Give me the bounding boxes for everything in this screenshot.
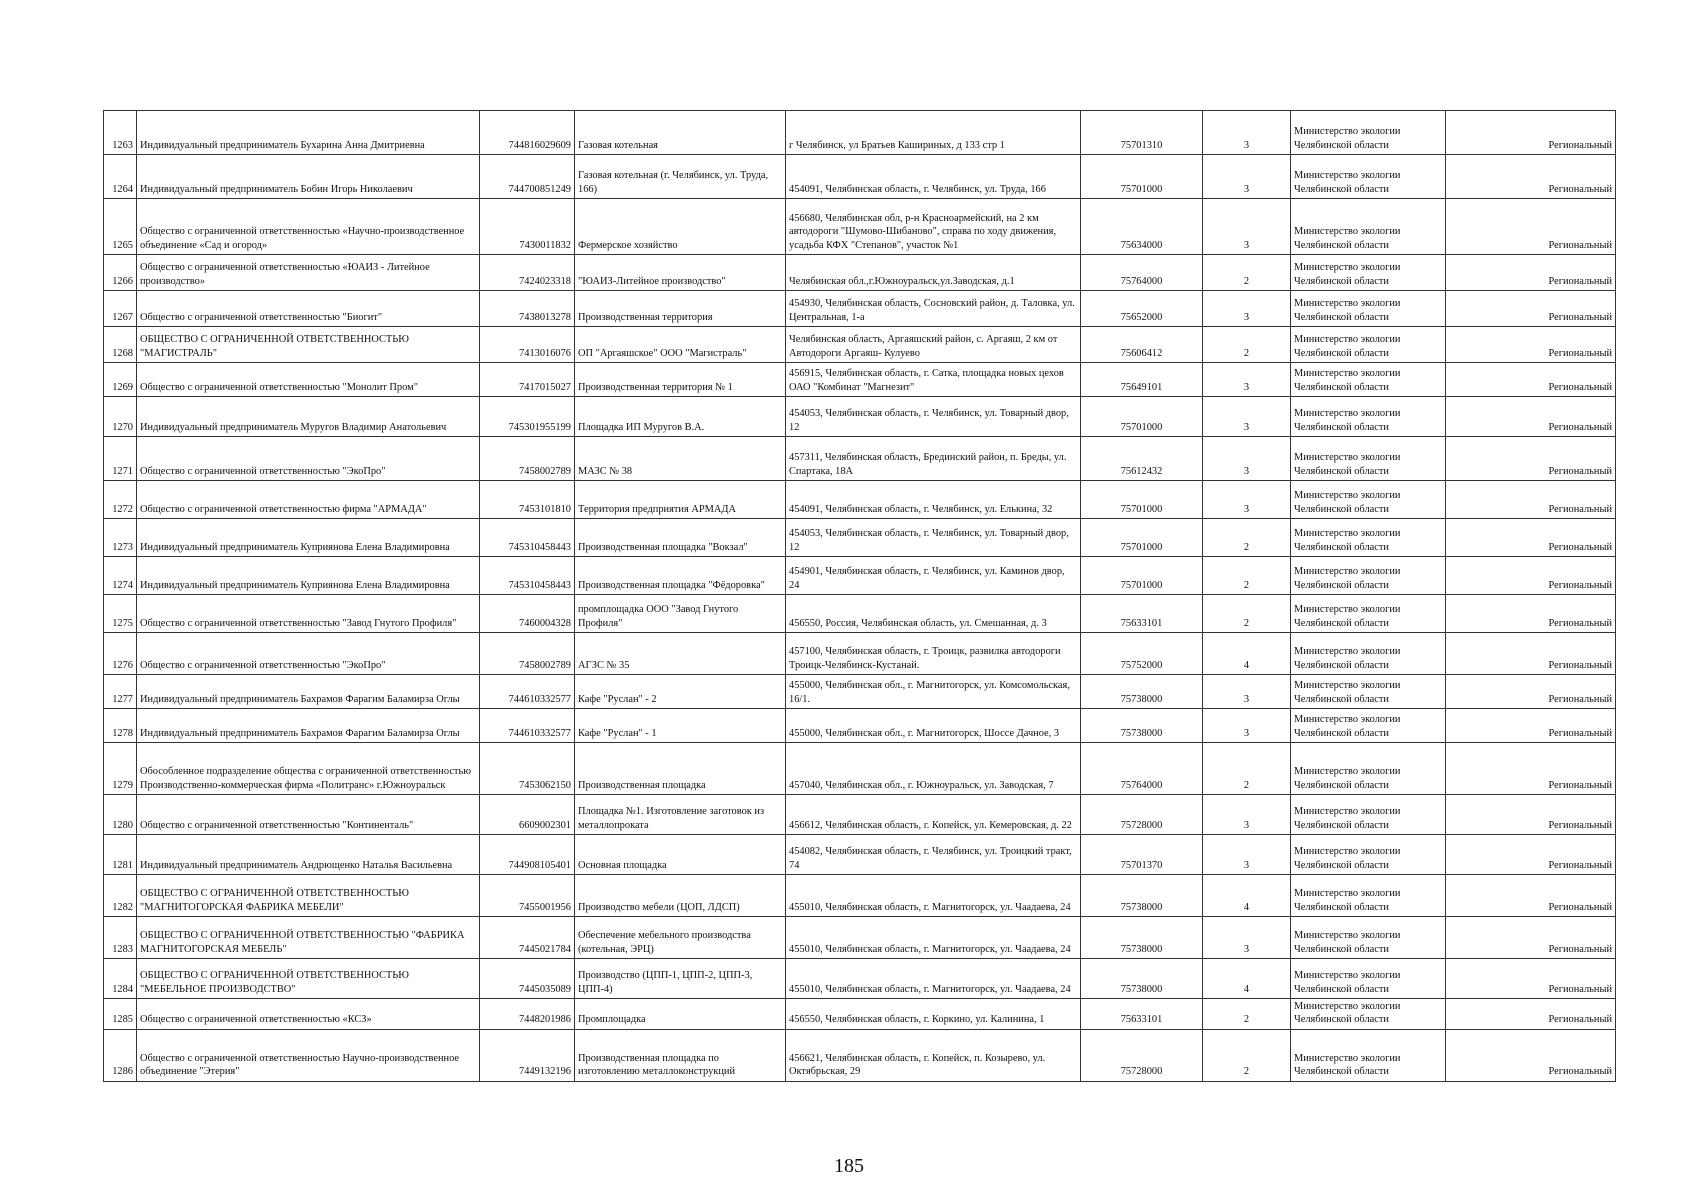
authority-cell: Министерство экологии Челябинской области (1291, 363, 1446, 397)
object-name: Территория предприятия АРМАДА (575, 481, 786, 519)
inn-cell: 744610332577 (480, 709, 575, 743)
table-row (104, 917, 1616, 959)
oktmo-code: 75701000 (1081, 519, 1203, 557)
organization-name: ОБЩЕСТВО С ОГРАНИЧЕННОЙ ОТВЕТСТВЕННОСТЬЮ "ФАБРИКА МАГНИТОГОРСКАЯ МЕБЕЛЬ" (137, 917, 480, 959)
supervision-level: Региональный (1446, 875, 1616, 917)
oktmo-code: 75649101 (1081, 363, 1203, 397)
object-address: 455010, Челябинская область, г. Магнитогорск, ул. Чаадаева, 24 (786, 959, 1081, 999)
organization-name: Индивидуальный предприниматель Бахрамов Фарагим Баламирза Оглы (137, 675, 480, 709)
row-number: 1266 (104, 255, 137, 291)
oktmo-code: 75752000 (1081, 633, 1203, 675)
authority-cell: Министерство экологии Челябинской области (1291, 633, 1446, 675)
oktmo-code: 75764000 (1081, 743, 1203, 795)
registry-table (103, 110, 1616, 1082)
object-name: МАЗС № 38 (575, 437, 786, 481)
organization-name: Общество с ограниченной ответственностью «ЮАИЗ - Литейное производство» (137, 255, 480, 291)
oktmo-code: 75701000 (1081, 155, 1203, 199)
inn-cell: 744816029609 (480, 111, 575, 155)
authority-cell: Министерство экологии Челябинской области (1291, 917, 1446, 959)
oktmo-code: 75738000 (1081, 959, 1203, 999)
authority-cell: Министерство экологии Челябинской области (1291, 595, 1446, 633)
object-address: 454053, Челябинская область, г. Челябинск, ул. Товарный двор, 12 (786, 519, 1081, 557)
inn-cell: 7458002789 (480, 437, 575, 481)
organization-name: Индивидуальный предприниматель Муругов Владимир Анатольевич (137, 397, 480, 437)
authority-cell: Министерство экологии Челябинской области (1291, 557, 1446, 595)
organization-name: Общество с ограниченной ответственностью "Завод Гнутого Профиля" (137, 595, 480, 633)
inn-cell: 744700851249 (480, 155, 575, 199)
inn-cell: 744908105401 (480, 835, 575, 875)
category-cell: 3 (1203, 199, 1291, 255)
inn-cell: 7430011832 (480, 199, 575, 255)
table-row (104, 111, 1616, 155)
inn-cell: 7438013278 (480, 291, 575, 327)
object-name: Производственная территория (575, 291, 786, 327)
page-number: 185 (834, 1155, 864, 1177)
inn-cell: 7448201986 (480, 999, 575, 1030)
table-row (104, 437, 1616, 481)
authority-cell: Министерство экологии Челябинской области (1291, 795, 1446, 835)
object-name: Основная площадка (575, 835, 786, 875)
oktmo-code: 75728000 (1081, 795, 1203, 835)
authority-cell: Министерство экологии Челябинской области (1291, 743, 1446, 795)
supervision-level: Региональный (1446, 363, 1616, 397)
inn-cell: 7449132196 (480, 1029, 575, 1081)
object-address: 454053, Челябинская область, г. Челябинск, ул. Товарный двор, 12 (786, 397, 1081, 437)
authority-cell: Министерство экологии Челябинской области (1291, 481, 1446, 519)
inn-cell: 7417015027 (480, 363, 575, 397)
table-row (104, 199, 1616, 255)
oktmo-code: 75652000 (1081, 291, 1203, 327)
authority-cell: Министерство экологии Челябинской области (1291, 437, 1446, 481)
organization-name: Индивидуальный предприниматель Бухарина Анна Дмитриевна (137, 111, 480, 155)
object-address: 455010, Челябинская область, г. Магнитогорск, ул. Чаадаева, 24 (786, 875, 1081, 917)
table-row (104, 519, 1616, 557)
row-number: 1274 (104, 557, 137, 595)
authority-cell: Министерство экологии Челябинской области (1291, 1029, 1446, 1081)
supervision-level: Региональный (1446, 291, 1616, 327)
inn-cell: 745301955199 (480, 397, 575, 437)
category-cell: 3 (1203, 291, 1291, 327)
oktmo-code: 75738000 (1081, 675, 1203, 709)
supervision-level: Региональный (1446, 675, 1616, 709)
row-number: 1283 (104, 917, 137, 959)
oktmo-code: 75738000 (1081, 709, 1203, 743)
organization-name: Индивидуальный предприниматель Куприянова Елена Владимировна (137, 519, 480, 557)
organization-name: ОБЩЕСТВО С ОГРАНИЧЕННОЙ ОТВЕТСТВЕННОСТЬЮ "МЕБЕЛЬНОЕ ПРОИЗВОДСТВО" (137, 959, 480, 999)
inn-cell: 744610332577 (480, 675, 575, 709)
row-number: 1272 (104, 481, 137, 519)
category-cell: 3 (1203, 437, 1291, 481)
organization-name: Общество с ограниченной ответственностью "Биогит" (137, 291, 480, 327)
organization-name: Индивидуальный предприниматель Бахрамов Фарагим Баламирза Оглы (137, 709, 480, 743)
object-address: 456550, Челябинская область, г. Коркино, ул. Калинина, 1 (786, 999, 1081, 1030)
organization-name: Общество с ограниченной ответственностью фирма "АРМАДА" (137, 481, 480, 519)
object-address: 456550, Россия, Челябинская область, ул. Смешанная, д. 3 (786, 595, 1081, 633)
inn-cell: 7460004328 (480, 595, 575, 633)
table-row (104, 255, 1616, 291)
supervision-level: Региональный (1446, 557, 1616, 595)
category-cell: 3 (1203, 795, 1291, 835)
inn-cell: 6609002301 (480, 795, 575, 835)
object-name: промплощадка ООО "Завод Гнутого Профиля" (575, 595, 786, 633)
oktmo-code: 75701370 (1081, 835, 1203, 875)
organization-name: Индивидуальный предприниматель Бобин Игорь Николаевич (137, 155, 480, 199)
inn-cell: 7424023318 (480, 255, 575, 291)
category-cell: 4 (1203, 875, 1291, 917)
object-name: ОП "Аргаяшское" ООО "Магистраль" (575, 327, 786, 363)
organization-name: Общество с ограниченной ответственностью «Научно-производственное объединение «Сад и огород» (137, 199, 480, 255)
table-row (104, 835, 1616, 875)
row-number: 1269 (104, 363, 137, 397)
supervision-level: Региональный (1446, 633, 1616, 675)
organization-name: Общество с ограниченной ответственностью "Континенталь" (137, 795, 480, 835)
object-name: Фермерское хозяйство (575, 199, 786, 255)
table-row (104, 875, 1616, 917)
object-address: 455000, Челябинская обл., г. Магнитогорск, Шоссе Дачное, 3 (786, 709, 1081, 743)
category-cell: 3 (1203, 917, 1291, 959)
category-cell: 3 (1203, 111, 1291, 155)
object-name: Промплощадка (575, 999, 786, 1030)
organization-name: ОБЩЕСТВО С ОГРАНИЧЕННОЙ ОТВЕТСТВЕННОСТЬЮ "МАГНИТОГОРСКАЯ ФАБРИКА МЕБЕЛИ" (137, 875, 480, 917)
category-cell: 2 (1203, 255, 1291, 291)
category-cell: 4 (1203, 959, 1291, 999)
row-number: 1265 (104, 199, 137, 255)
object-name: Производство (ЦПП-1, ЦПП-2, ЦПП-3, ЦПП-4) (575, 959, 786, 999)
supervision-level: Региональный (1446, 795, 1616, 835)
authority-cell: Министерство экологии Челябинской области (1291, 675, 1446, 709)
organization-name: Общество с ограниченной ответственностью "ЭкоПро" (137, 437, 480, 481)
organization-name: Общество с ограниченной ответственностью «КСЗ» (137, 999, 480, 1030)
oktmo-code: 75633101 (1081, 999, 1203, 1030)
authority-cell: Министерство экологии Челябинской области (1291, 709, 1446, 743)
object-address: 456680, Челябинская обл, р-н Красноармейский, на 2 км автодороги "Шумово-Шибаново", справа по ходу движения, усадьба КФХ "Степанов", участок №1 (786, 199, 1081, 255)
row-number: 1282 (104, 875, 137, 917)
row-number: 1270 (104, 397, 137, 437)
supervision-level: Региональный (1446, 155, 1616, 199)
category-cell: 3 (1203, 835, 1291, 875)
row-number: 1279 (104, 743, 137, 795)
oktmo-code: 75633101 (1081, 595, 1203, 633)
oktmo-code: 75634000 (1081, 199, 1203, 255)
table-row (104, 743, 1616, 795)
table-row (104, 481, 1616, 519)
category-cell: 2 (1203, 557, 1291, 595)
authority-cell: Министерство экологии Челябинской области (1291, 999, 1446, 1030)
row-number: 1277 (104, 675, 137, 709)
category-cell: 2 (1203, 327, 1291, 363)
object-name: Площадка №1. Изготовление заготовок из металлопроката (575, 795, 786, 835)
category-cell: 2 (1203, 999, 1291, 1030)
oktmo-code: 75612432 (1081, 437, 1203, 481)
object-name: АГЗС № 35 (575, 633, 786, 675)
object-name: Газовая котельная (575, 111, 786, 155)
category-cell: 3 (1203, 397, 1291, 437)
row-number: 1286 (104, 1029, 137, 1081)
organization-name: Общество с ограниченной ответственностью Научно-производственное объединение "Этерия" (137, 1029, 480, 1081)
object-address: 456621, Челябинская область, г. Копейск, п. Козырево, ул. Октябрьская, 29 (786, 1029, 1081, 1081)
category-cell: 4 (1203, 633, 1291, 675)
authority-cell: Министерство экологии Челябинской области (1291, 291, 1446, 327)
object-address: г Челябинск, ул Братьев Кашириных, д 133 стр 1 (786, 111, 1081, 155)
row-number: 1281 (104, 835, 137, 875)
object-address: 454930, Челябинская область, Сосновский район, д. Таловка, ул. Центральная, 1-а (786, 291, 1081, 327)
category-cell: 3 (1203, 155, 1291, 199)
object-name: Кафе "Руслан" - 1 (575, 709, 786, 743)
row-number: 1268 (104, 327, 137, 363)
inn-cell: 7453101810 (480, 481, 575, 519)
oktmo-code: 75701000 (1081, 557, 1203, 595)
table-row (104, 155, 1616, 199)
object-name: Производственная площадка (575, 743, 786, 795)
row-number: 1278 (104, 709, 137, 743)
object-name: "ЮАИЗ-Литейное производство" (575, 255, 786, 291)
object-address: Челябинская обл.,г.Южноуральск,ул.Заводская, д.1 (786, 255, 1081, 291)
object-address: 457311, Челябинская область, Брединский район, п. Бреды, ул. Спартака, 18А (786, 437, 1081, 481)
organization-name: Обособленное подразделение общества с ограниченной ответственностью Производственно-коммерческая фирма «Политранс» г.Южноуральск (137, 743, 480, 795)
authority-cell: Министерство экологии Челябинской области (1291, 111, 1446, 155)
authority-cell: Министерство экологии Челябинской области (1291, 875, 1446, 917)
object-address: 454901, Челябинская область, г. Челябинск, ул. Каминов двор, 24 (786, 557, 1081, 595)
object-address: 454091, Челябинская область, г. Челябинск, ул. Труда, 166 (786, 155, 1081, 199)
object-name: Площадка ИП Муругов В.А. (575, 397, 786, 437)
supervision-level: Региональный (1446, 709, 1616, 743)
oktmo-code: 75738000 (1081, 917, 1203, 959)
table-row (104, 709, 1616, 743)
inn-cell: 7458002789 (480, 633, 575, 675)
inn-cell: 7445021784 (480, 917, 575, 959)
row-number: 1280 (104, 795, 137, 835)
row-number: 1264 (104, 155, 137, 199)
inn-cell: 7445035089 (480, 959, 575, 999)
row-number: 1263 (104, 111, 137, 155)
supervision-level: Региональный (1446, 595, 1616, 633)
supervision-level: Региональный (1446, 481, 1616, 519)
table-row (104, 595, 1616, 633)
authority-cell: Министерство экологии Челябинской области (1291, 519, 1446, 557)
object-name: Производственная площадка по изготовлению металлоконструкций (575, 1029, 786, 1081)
table-row (104, 675, 1616, 709)
supervision-level: Региональный (1446, 327, 1616, 363)
supervision-level: Региональный (1446, 519, 1616, 557)
category-cell: 2 (1203, 519, 1291, 557)
oktmo-code: 75738000 (1081, 875, 1203, 917)
object-name: Производственная территория № 1 (575, 363, 786, 397)
object-name: Обеспечение мебельного производства (котельная, ЭРЦ) (575, 917, 786, 959)
supervision-level: Региональный (1446, 111, 1616, 155)
table-row (104, 291, 1616, 327)
organization-name: Индивидуальный предприниматель Куприянова Елена Владимировна (137, 557, 480, 595)
supervision-level: Региональный (1446, 397, 1616, 437)
category-cell: 2 (1203, 743, 1291, 795)
category-cell: 3 (1203, 481, 1291, 519)
organization-name: ОБЩЕСТВО С ОГРАНИЧЕННОЙ ОТВЕТСТВЕННОСТЬЮ "МАГИСТРАЛЬ" (137, 327, 480, 363)
inn-cell: 7455001956 (480, 875, 575, 917)
row-number: 1284 (104, 959, 137, 999)
oktmo-code: 75764000 (1081, 255, 1203, 291)
object-address: 457040, Челябинская обл., г. Южноуральск, ул. Заводская, 7 (786, 743, 1081, 795)
registry-rows (104, 111, 1616, 1082)
object-name: Кафе "Руслан" - 2 (575, 675, 786, 709)
row-number: 1276 (104, 633, 137, 675)
category-cell: 3 (1203, 363, 1291, 397)
table-row (104, 959, 1616, 999)
authority-cell: Министерство экологии Челябинской области (1291, 397, 1446, 437)
authority-cell: Министерство экологии Челябинской области (1291, 255, 1446, 291)
row-number: 1273 (104, 519, 137, 557)
authority-cell: Министерство экологии Челябинской области (1291, 835, 1446, 875)
table-row (104, 999, 1616, 1030)
row-number: 1267 (104, 291, 137, 327)
row-number: 1285 (104, 999, 137, 1030)
object-name: Производство мебели (ЦОП, ЛДСП) (575, 875, 786, 917)
table-row (104, 633, 1616, 675)
category-cell: 2 (1203, 1029, 1291, 1081)
supervision-level: Региональный (1446, 835, 1616, 875)
supervision-level: Региональный (1446, 999, 1616, 1030)
organization-name: Общество с ограниченной ответственностью "Монолит Пром" (137, 363, 480, 397)
object-name: Газовая котельная (г. Челябинск, ул. Труда, 166) (575, 155, 786, 199)
object-address: 455000, Челябинская обл., г. Магнитогорск, ул. Комсомольская, 16/1. (786, 675, 1081, 709)
oktmo-code: 75701000 (1081, 481, 1203, 519)
table-row (104, 397, 1616, 437)
supervision-level: Региональный (1446, 1029, 1616, 1081)
object-name: Производственная площадка "Вокзал" (575, 519, 786, 557)
object-address: Челябинская область, Аргаяшский район, с. Аргаяш, 2 км от Автодороги Аргаяш- Кулуево (786, 327, 1081, 363)
object-name: Производственная площадка "Фёдоровка" (575, 557, 786, 595)
oktmo-code: 75701000 (1081, 397, 1203, 437)
supervision-level: Региональный (1446, 743, 1616, 795)
authority-cell: Министерство экологии Челябинской области (1291, 155, 1446, 199)
supervision-level: Региональный (1446, 917, 1616, 959)
authority-cell: Министерство экологии Челябинской области (1291, 327, 1446, 363)
category-cell: 3 (1203, 675, 1291, 709)
category-cell: 2 (1203, 595, 1291, 633)
inn-cell: 745310458443 (480, 519, 575, 557)
row-number: 1271 (104, 437, 137, 481)
inn-cell: 745310458443 (480, 557, 575, 595)
table-row (104, 363, 1616, 397)
table-row (104, 795, 1616, 835)
supervision-level: Региональный (1446, 255, 1616, 291)
supervision-level: Региональный (1446, 437, 1616, 481)
object-address: 455010, Челябинская область, г. Магнитогорск, ул. Чаадаева, 24 (786, 917, 1081, 959)
supervision-level: Региональный (1446, 959, 1616, 999)
table-row (104, 327, 1616, 363)
object-address: 454082, Челябинская область, г. Челябинск, ул. Троицкий тракт, 74 (786, 835, 1081, 875)
oktmo-code: 75728000 (1081, 1029, 1203, 1081)
authority-cell: Министерство экологии Челябинской области (1291, 199, 1446, 255)
table-row (104, 1029, 1616, 1081)
supervision-level: Региональный (1446, 199, 1616, 255)
table-row (104, 557, 1616, 595)
oktmo-code: 75606412 (1081, 327, 1203, 363)
row-number: 1275 (104, 595, 137, 633)
object-address: 457100, Челябинская область, г. Троицк, развилка автодороги Троицк-Челябинск-Кустанай. (786, 633, 1081, 675)
object-address: 456915, Челябинская область, г. Сатка, площадка новых цехов ОАО "Комбинат "Магнезит" (786, 363, 1081, 397)
category-cell: 3 (1203, 709, 1291, 743)
organization-name: Общество с ограниченной ответственностью "ЭкоПро" (137, 633, 480, 675)
authority-cell: Министерство экологии Челябинской области (1291, 959, 1446, 999)
object-address: 454091, Челябинская область, г. Челябинск, ул. Елькина, 32 (786, 481, 1081, 519)
inn-cell: 7413016076 (480, 327, 575, 363)
organization-name: Индивидуальный предприниматель Андрющенко Наталья Васильевна (137, 835, 480, 875)
oktmo-code: 75701310 (1081, 111, 1203, 155)
inn-cell: 7453062150 (480, 743, 575, 795)
object-address: 456612, Челябинская область, г. Копейск, ул. Кемеровская, д. 22 (786, 795, 1081, 835)
